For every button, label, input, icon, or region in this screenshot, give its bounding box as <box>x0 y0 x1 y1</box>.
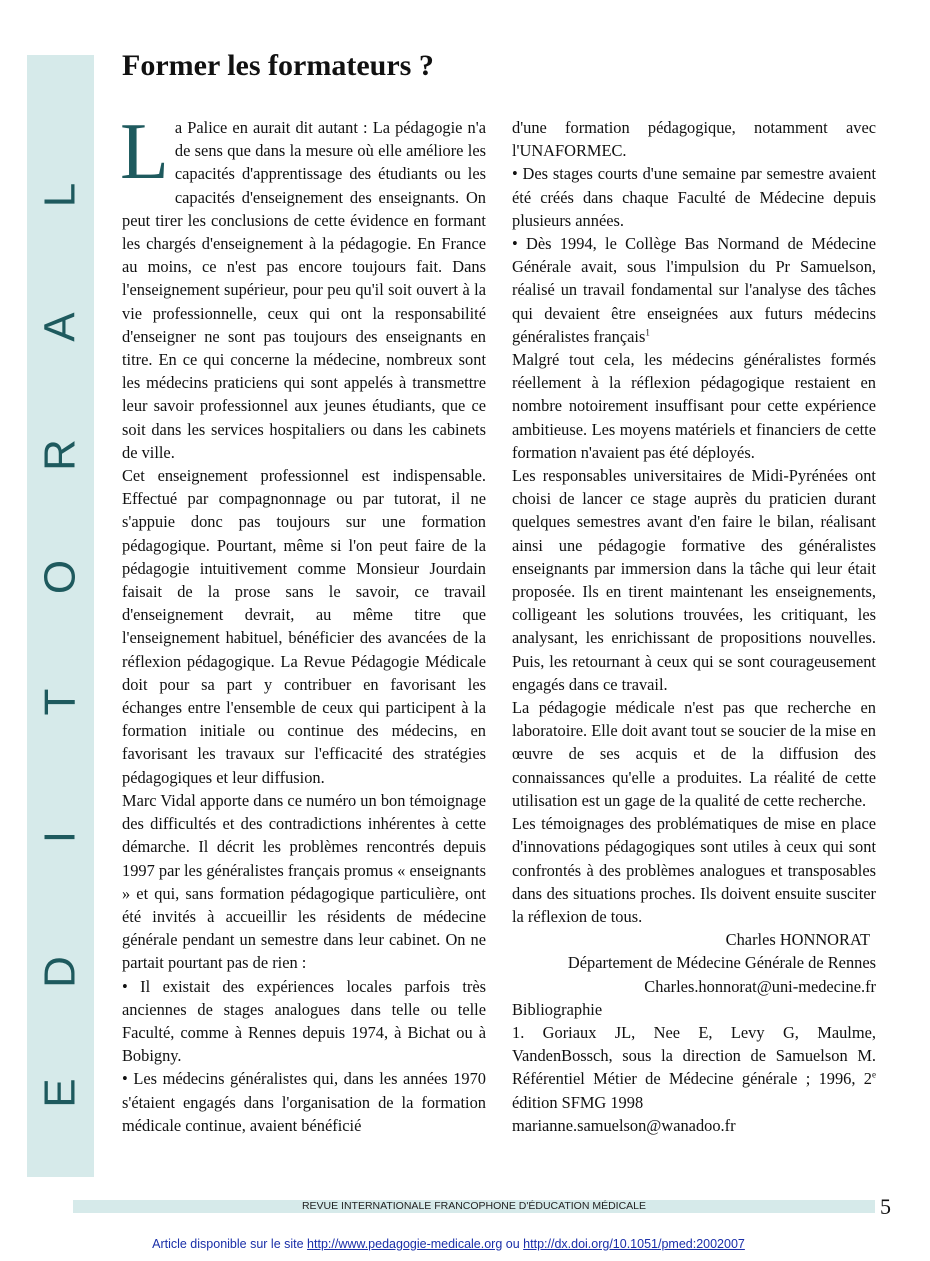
signature-department: Département de Médecine Générale de Rennes <box>567 953 876 973</box>
availability-prefix: Article disponible sur le site <box>152 1237 308 1251</box>
editorial-sidebar <box>27 55 94 1177</box>
right-column <box>512 116 876 1137</box>
availability-line <box>0 1236 897 1252</box>
paragraph-despite-all: Malgré tout cela, les médecins généralistes formés réellement à la réflexion pédagogique restaient en nombre notoirement insuffisant pour cette expérience ambitieuse. Les moyens matériels et financiers de cette formation n'avaient pas été déployés. <box>512 350 876 462</box>
paragraph-medical-pedagogy: La pédagogie médicale n'est pas que recherche en laboratoire. Elle doit avant tout se soucier de la mise en œuvre de ses acquis et de la diffusion des connaissances qu'elle a produites. La réalité de cette utilisation est un gage de la qualité de cette recherche. <box>512 698 876 810</box>
paragraph-marc-vidal: Marc Vidal apporte dans ce numéro un bon témoignage des difficultés et des contradictions inhérentes à cette démarche. Il décrit les problèmes rencontrés depuis 1997 par les généralistes français promus « enseignants » et qui, sans formation pédagogique particulière, ont été invités à accueillir les résidents de médecine générale pendant un semestre dans leur cabinet. On ne partait pourtant pas de rien : <box>122 790 486 973</box>
sidebar-letter-t: T <box>35 688 85 716</box>
sidebar-letter-a: A <box>35 312 85 342</box>
sidebar-letter-e: E <box>35 1078 85 1108</box>
page-number: 5 <box>880 1194 891 1219</box>
sidebar-letter-r: R <box>35 439 85 471</box>
footnote-ref: 1 <box>645 327 650 338</box>
paragraph-unaformec: d'une formation pédagogique, notamment avec l'UNAFORMEC. <box>512 118 876 161</box>
signature-name: Charles HONNORAT <box>725 930 870 950</box>
journal-footer: REVUE INTERNATIONALE FRANCOPHONE D'ÉDUCATION MÉDICALE <box>73 1200 875 1213</box>
sidebar-letter-l: L <box>35 182 85 208</box>
paragraph-testimonies: Les témoignages des problématiques de mise en place d'innovations pédagogiques sont utiles à ceux qui sont confrontés à des problèmes analogues et transposables dans des situations proches. Ils doivent ensuite susciter la réflexion de tous. <box>512 814 876 926</box>
bullet-general-practitioners: • Les médecins généralistes qui, dans les années 1970 s'étaient engagés dans l'organisation de la formation médicale continue, avaient bénéficié <box>122 1069 486 1135</box>
sidebar-letter-o: O <box>35 559 85 595</box>
bullet-short-stages: • Des stages courts d'une semaine par semestre avaient été créés dans chaque Faculté de Médecine depuis plusieurs années. <box>512 164 876 230</box>
intro-text: a Palice en aurait dit autant : La pédagogie n'a de sens que dans la mesure où elle améliore les capacités d'apprentissage des étudiants ou les capacités d'enseignement des enseignants. On peut tirer les conclusions de cette évidence en formant les chargés d'enseignement à la pédagogie. En France au moins, ce n'est pas encore toujours fait. Dans l'enseignement supérieur, pour peu qu'il soit ouvert à la vie professionnelle, ceux qui ont la responsabilité d'enseigner ne sont pas toujours des enseignants en titre. En ce qui concerne la médecine, nombreux sont les médecins praticiens qui sont appelés à transmettre leur savoir professionnel aux jeunes étudiants, que ce soit dans les services hospitaliers ou dans les cabinets de ville. <box>122 118 486 462</box>
bullet-college-bas-normand: • Dès 1994, le Collège Bas Normand de Médecine Générale avait, sous l'impulsion du Pr Samuelson, réalisé un travail fondamental sur l'analyse des tâches qui devaient être enseignées aux futurs médecins généralistes français$^1$ <box>512 234 876 346</box>
sidebar-letter-i: I <box>35 830 85 844</box>
availability-connector: ou <box>502 1237 524 1251</box>
left-column <box>120 108 486 1137</box>
sidebar-letter-d: D <box>35 956 85 988</box>
bibliography-heading: Bibliographie <box>512 999 603 1019</box>
intro-paragraph <box>120 108 486 464</box>
bullet-local-experiences: • Il existait des expériences locales parfois très anciennes de stages analogues dans telle ou telle Faculté, comme à Rennes depuis 1974, à Bichat ou à Bobigny. <box>122 976 486 1066</box>
article-title: Former les formateurs ? <box>122 49 434 82</box>
bibliography-entry: 1. Goriaux JL, Nee E, Levy G, Maulme, VandenBossch, sous la direction de Samuelson M. Référentiel Métier de Médecine générale ; 1996, 2e édition SFMG 1998 <box>512 1022 876 1112</box>
paragraph-professional-teaching: Cet enseignement professionnel est indispensable. Effectué par compagnonnage ou par tutorat, il ne s'appuie donc pas toujours sur une formation pédagogique. Pourtant, même si l'on peut faire de la pédagogie intuitivement comme Monsieur Jourdain faisait de la prose sans le savoir, ce travail d'enseignement devrait, au même titre que l'enseignement habituel, bénéficier des avancées de la réflexion pédagogique. La Revue Pédagogie Médicale doit pour sa part y contribuer en favorisant les échanges entre l'ensemble de ceux qui participent à la formation initiale ou continue des médecins, en favorisant les travaux sur l'efficacité des stratégies pédagogiques et leur diffusion. <box>122 466 486 787</box>
signature-email: Charles.honnorat@uni-medecine.fr <box>644 976 876 996</box>
bibliography-email: marianne.samuelson@wanadoo.fr <box>512 1115 736 1135</box>
journal-site-link[interactable]: http://www.pedagogie-medicale.org <box>307 1237 503 1251</box>
drop-cap: L <box>120 108 169 196</box>
paragraph-midi-pyrenees: Les responsables universitaires de Midi-Pyrénées ont choisi de lancer ce stage auprès du praticien durant quelques semestres avant d'en faire le bilan, réalisant ainsi une pédagogie formative des généralistes enseignants par immersion dans la tâche qui leur était proposée. Ils en tirent maintenant les enseignements, colligeant les solutions trouvées, les critiquant, les analysant, les enrichissant de propositions nouvelles. Puis, les retournant à ceux qui se sont courageusement engagés dans ce travail. <box>512 466 876 694</box>
doi-link[interactable]: http://dx.doi.org/10.1051/pmed:2002007 <box>523 1237 745 1251</box>
